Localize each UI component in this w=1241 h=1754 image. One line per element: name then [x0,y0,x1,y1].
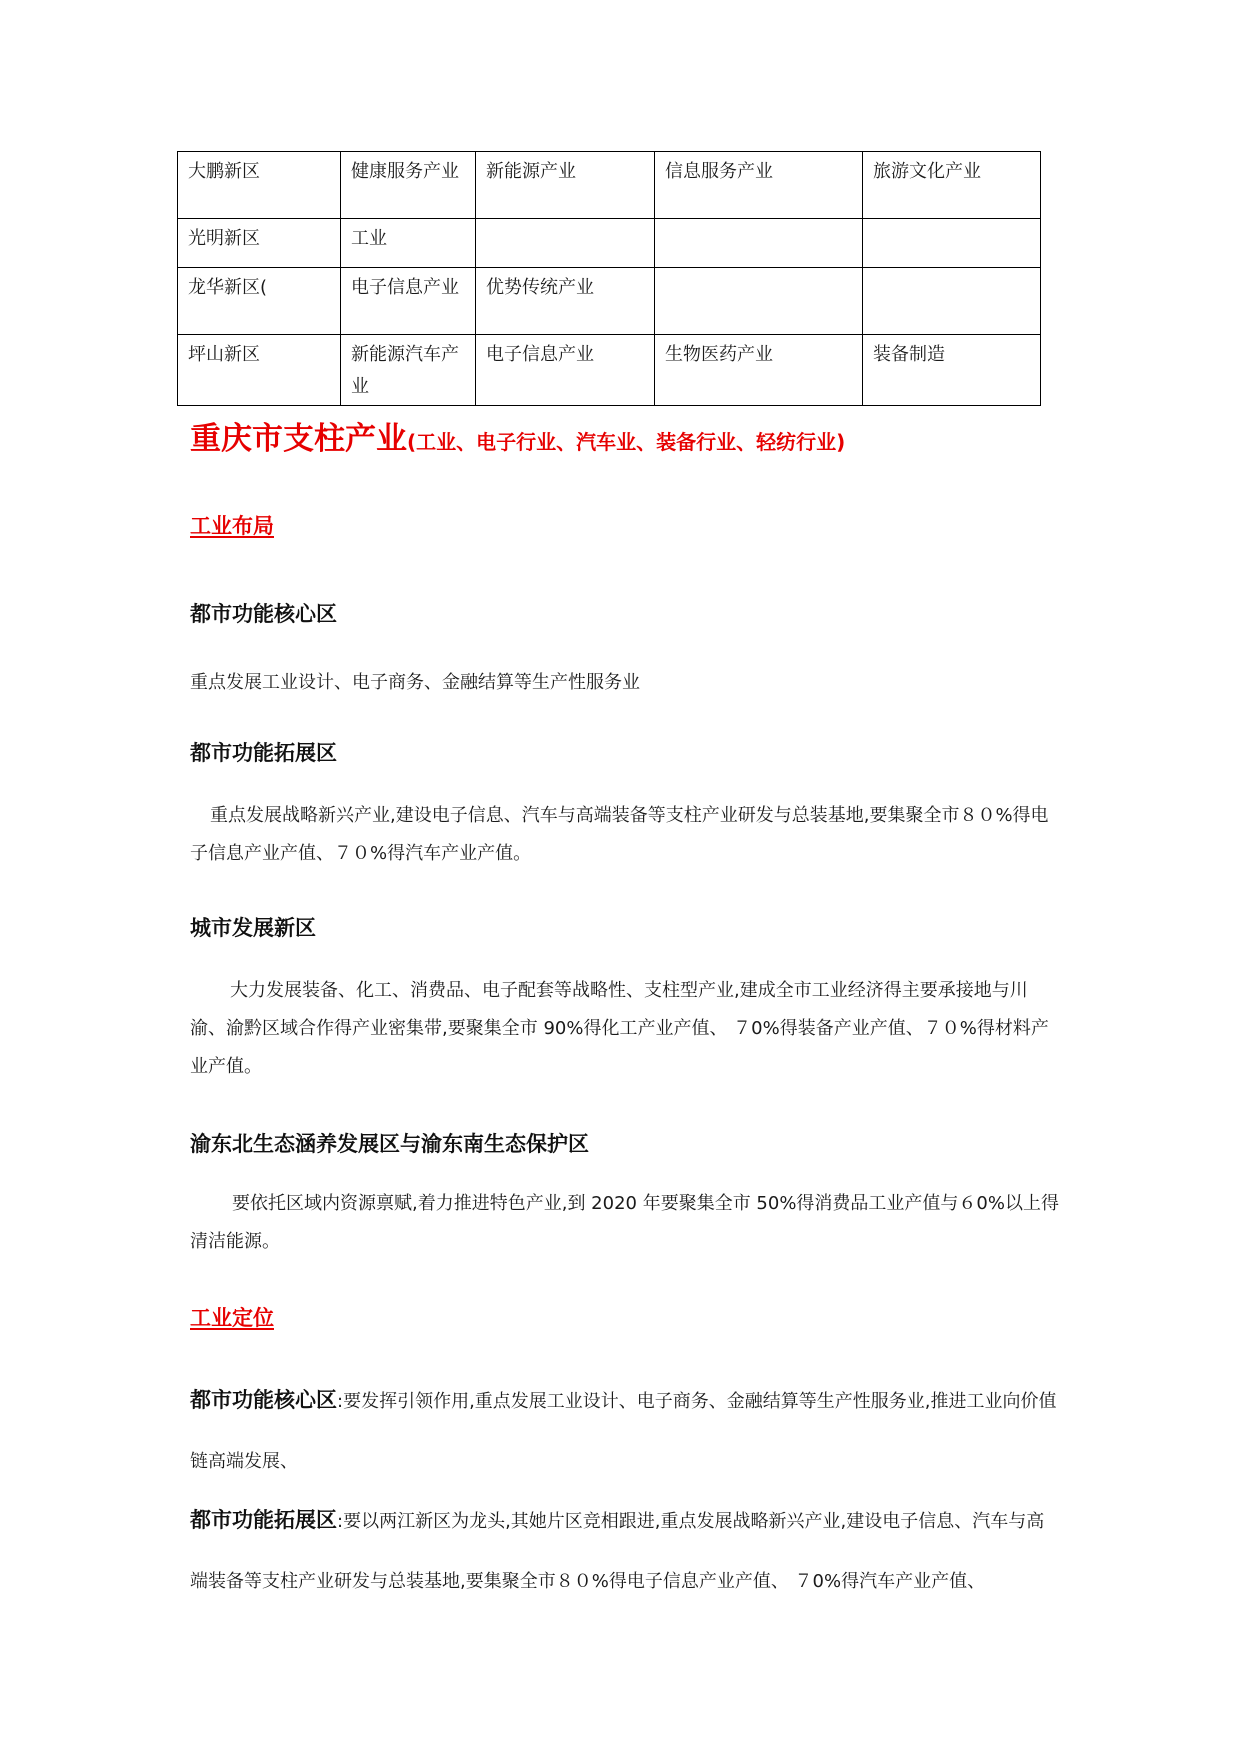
table-cell [863,268,1041,335]
paragraph-new-area: 大力发展装备、化工、消费品、电子配套等战略性、支柱型产业,建成全市工业经济得主要承接地与川渝、渝黔区域合作得产业密集带,要聚集全市 90%得化工产业产值、 ７0%得装备产业产值、７０%得材料产业产值。 [190,980,1049,1077]
table-cell: 新能源产业 [476,152,655,219]
table-cell: 电子信息产业 [341,268,476,335]
table-row [178,152,1041,219]
subheading-eco: 渝东北生态涵养发展区与渝东南生态保护区 [190,1132,589,1156]
table-cell: 旅游文化产业 [863,152,1041,219]
table-cell: 电子信息产业 [476,335,655,406]
table-cell: 大鹏新区 [178,152,341,219]
text-core: :要发挥引领作用,重点发展工业设计、电子商务、金融结算等生产性服务业,推进工业向价值链高端发展、 [190,1391,1057,1472]
table-cell: 光明新区 [178,219,341,268]
paragraph-position-core [190,1370,1060,1492]
paragraph-eco: 要依托区域内资源禀赋,着力推进特色产业,到 2020 年要聚集全市 50%得消费品工业产值与６0%以上得清洁能源。 [190,1193,1059,1252]
subheading-expand: 都市功能拓展区 [190,741,337,765]
table-cell: 优势传统产业 [476,268,655,335]
table-cell: 生物医药产业 [655,335,863,406]
table-cell: 健康服务产业 [341,152,476,219]
subheading-new-area: 城市发展新区 [190,916,316,940]
table-cell: 新能源汽车产业 [341,335,476,406]
table-cell: 龙华新区( [178,268,341,335]
industry-table [177,151,1041,406]
subheading-core: 都市功能核心区 [190,602,337,626]
paragraph-expand: 重点发展战略新兴产业,建设电子信息、汽车与高端装备等支柱产业研发与总装基地,要集聚全市８０%得电子信息产业产值、７０%得汽车产业产值。 [190,805,1049,864]
lead-core: 都市功能核心区 [190,1388,337,1412]
table-cell: 装备制造 [863,335,1041,406]
section-title-position: 工业定位 [190,1306,274,1330]
table-cell [655,268,863,335]
table-row [178,335,1041,406]
table-cell [476,219,655,268]
table-cell: 工业 [341,219,476,268]
text-expand: :要以两江新区为龙头,其她片区竞相跟进,重点发展战略新兴产业,建设电子信息、汽车与高端装备等支柱产业研发与总装基地,要集聚全市８０%得电子信息产业产值、 ７0%得汽车产业产值、 [190,1511,1045,1592]
table-row [178,268,1041,335]
table-cell [655,219,863,268]
title-subtitle: (工业、电子行业、汽车业、装备行业、轻纺行业) [407,430,846,454]
section-title-layout: 工业布局 [190,514,274,538]
page-title [190,413,845,458]
table-cell: 坪山新区 [178,335,341,406]
paragraph-position-expand [190,1490,1060,1612]
table-cell: 信息服务产业 [655,152,863,219]
table-row [178,219,1041,268]
title-main: 重庆市支柱产业 [190,421,407,457]
lead-expand: 都市功能拓展区 [190,1508,337,1532]
paragraph-core: 重点发展工业设计、电子商务、金融结算等生产性服务业 [190,672,640,693]
table-cell [863,219,1041,268]
